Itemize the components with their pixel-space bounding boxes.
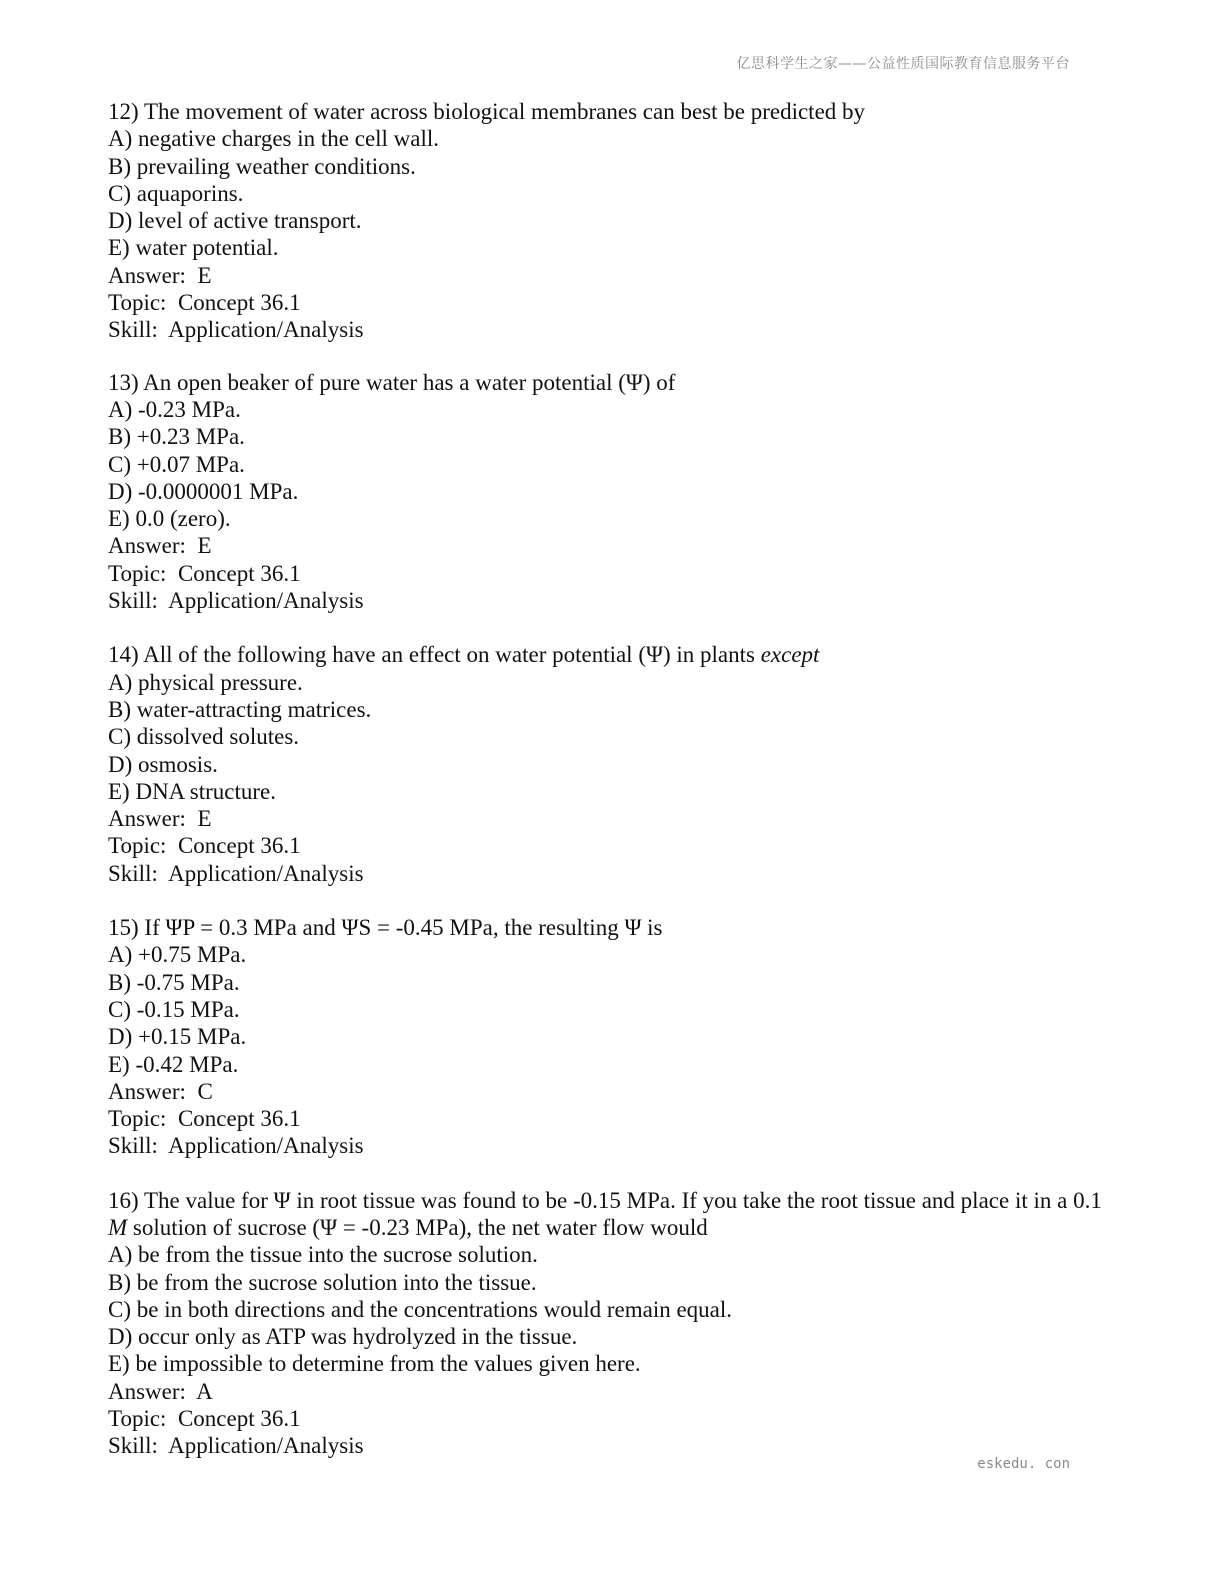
question-stem xyxy=(108,641,1118,668)
option-b: B) be from the sucrose solution into the tissue. xyxy=(108,1269,537,1295)
answer-label: Answer: xyxy=(108,806,186,832)
option-e: E) water potential. xyxy=(108,235,279,261)
topic-line xyxy=(108,560,1118,587)
answer-value: A xyxy=(196,1378,213,1404)
option-d: D) +0.15 MPa. xyxy=(108,1024,247,1050)
topic-line xyxy=(108,1105,1118,1132)
topic-label: Topic: xyxy=(108,1106,167,1132)
answer-value: E xyxy=(197,806,212,832)
answer-value: E xyxy=(197,262,212,288)
question-stem xyxy=(108,1187,1118,1242)
skill-label: Skill: xyxy=(108,860,158,886)
topic-value: Concept 36.1 xyxy=(177,1106,301,1132)
option-c: C) -0.15 MPa. xyxy=(108,996,240,1022)
answer-line xyxy=(108,532,1118,559)
answer-line xyxy=(108,1378,1118,1405)
question-14 xyxy=(108,641,1118,887)
answer-label: Answer: xyxy=(108,533,186,559)
option-e: E) 0.0 (zero). xyxy=(108,506,231,532)
answer-value: C xyxy=(197,1078,213,1104)
option-e: E) DNA structure. xyxy=(108,778,276,804)
topic-label: Topic: xyxy=(108,560,167,586)
answer-label: Answer: xyxy=(108,1378,186,1404)
option-a: A) be from the tissue into the sucrose solution. xyxy=(108,1242,538,1268)
topic-value: Concept 36.1 xyxy=(177,560,301,586)
option-a: A) physical pressure. xyxy=(108,669,303,695)
skill-line xyxy=(108,860,1118,887)
stem-emphasis: except xyxy=(760,642,820,668)
answer-line xyxy=(108,805,1118,832)
stem-text-part1: 16) The value for Ψ in root tissue was found to be -0.15 MPa. If you take the root tissue and place it in a 0.1 xyxy=(108,1187,1102,1213)
option-a: A) negative charges in the cell wall. xyxy=(108,126,440,152)
option-d: D) level of active transport. xyxy=(108,208,362,234)
skill-label: Skill: xyxy=(108,1133,158,1159)
stem-text: 14) All of the following have an effect on water potential (Ψ) in plants xyxy=(108,642,755,668)
question-13 xyxy=(108,369,1118,615)
skill-line xyxy=(108,316,1118,343)
header-watermark: 亿思科学生之家——公益性质国际教育信息服务平台 xyxy=(736,56,1070,72)
option-a: A) +0.75 MPa. xyxy=(108,942,247,968)
option-d: D) occur only as ATP was hydrolyzed in the tissue. xyxy=(108,1324,578,1350)
option-c: C) dissolved solutes. xyxy=(108,724,300,750)
answer-label: Answer: xyxy=(108,1078,186,1104)
skill-value: Application/Analysis xyxy=(168,317,364,343)
topic-label: Topic: xyxy=(108,1406,167,1432)
question-12 xyxy=(108,98,1118,344)
question-list xyxy=(108,98,1118,1485)
answer-line xyxy=(108,1078,1118,1105)
option-b: B) +0.23 MPa. xyxy=(108,424,245,450)
option-d: D) -0.0000001 MPa. xyxy=(108,478,299,504)
skill-label: Skill: xyxy=(108,317,158,343)
topic-line xyxy=(108,832,1118,859)
skill-label: Skill: xyxy=(108,1433,158,1459)
option-d: D) osmosis. xyxy=(108,751,218,777)
question-stem: 15) If ΨP = 0.3 MPa and ΨS = -0.45 MPa, the resulting Ψ is xyxy=(108,915,663,941)
answer-label: Answer: xyxy=(108,262,186,288)
answer-value: E xyxy=(197,533,212,559)
topic-value: Concept 36.1 xyxy=(177,290,301,316)
footer-watermark: eskedu. con xyxy=(977,1456,1070,1472)
skill-value: Application/Analysis xyxy=(168,860,364,886)
topic-value: Concept 36.1 xyxy=(177,833,301,859)
skill-line xyxy=(108,587,1118,614)
option-c: C) be in both directions and the concentrations would remain equal. xyxy=(108,1296,733,1322)
option-a: A) -0.23 MPa. xyxy=(108,396,241,422)
topic-label: Topic: xyxy=(108,290,167,316)
skill-label: Skill: xyxy=(108,588,158,614)
question-stem: 13) An open beaker of pure water has a water potential (Ψ) of xyxy=(108,369,676,395)
question-16 xyxy=(108,1187,1118,1460)
skill-line xyxy=(108,1432,1118,1459)
stem-text-part2: solution of sucrose (Ψ = -0.23 MPa), the net water flow would xyxy=(132,1214,708,1240)
stem-italic: M xyxy=(108,1214,128,1240)
answer-line xyxy=(108,262,1118,289)
option-e: E) -0.42 MPa. xyxy=(108,1051,239,1077)
skill-line xyxy=(108,1132,1118,1159)
topic-line xyxy=(108,1405,1118,1432)
option-c: C) +0.07 MPa. xyxy=(108,451,245,477)
topic-line xyxy=(108,289,1118,316)
option-b: B) water-attracting matrices. xyxy=(108,696,372,722)
skill-value: Application/Analysis xyxy=(168,588,364,614)
skill-value: Application/Analysis xyxy=(168,1133,364,1159)
skill-value: Application/Analysis xyxy=(168,1433,364,1459)
topic-value: Concept 36.1 xyxy=(177,1406,301,1432)
option-c: C) aquaporins. xyxy=(108,180,244,206)
question-15 xyxy=(108,914,1118,1160)
question-stem: 12) The movement of water across biological membranes can best be predicted by xyxy=(108,99,866,124)
option-b: B) -0.75 MPa. xyxy=(108,969,240,995)
option-b: B) prevailing weather conditions. xyxy=(108,153,416,179)
topic-label: Topic: xyxy=(108,833,167,859)
option-e: E) be impossible to determine from the values given here. xyxy=(108,1351,641,1377)
